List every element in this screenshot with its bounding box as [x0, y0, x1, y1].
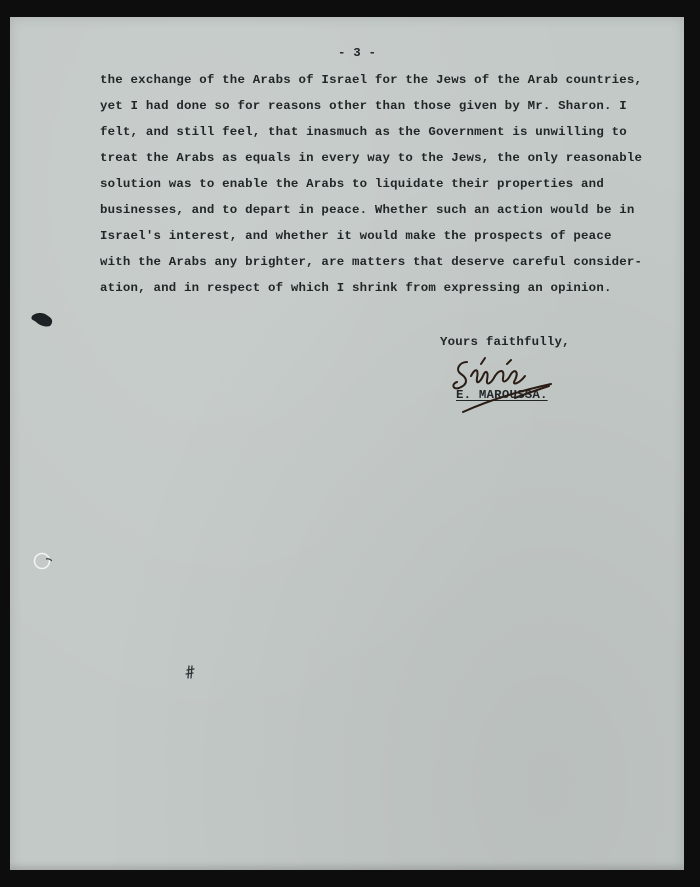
- document-page: [10, 17, 684, 870]
- body-line-7: Israel's interest, and whether it would make the prospects of peace: [100, 229, 612, 243]
- body-line-9: ation, and in respect of which I shrink from expressing an opinion.: [100, 281, 612, 295]
- body-line-1: the exchange of the Arabs of Israel for the Jews of the Arab countries,: [100, 73, 643, 87]
- stray-mark: [184, 665, 196, 679]
- body-line-2: yet I had done so for reasons other than those given by Mr. Sharon. I: [100, 99, 627, 113]
- closing-salutation: Yours faithfully,: [440, 335, 570, 349]
- signatory-name: E. MAROUSSA.: [456, 388, 548, 402]
- body-line-4: treat the Arabs as equals in every way to the Jews, the only reasonable: [100, 151, 643, 165]
- body-line-8: with the Arabs any brighter, are matters that deserve careful consider-: [100, 255, 643, 269]
- handwritten-signature: [445, 354, 555, 416]
- ink-blot-mark: [30, 310, 56, 328]
- body-line-5: solution was to enable the Arabs to liquidate their properties and: [100, 177, 604, 191]
- page-number: - 3 -: [338, 46, 377, 60]
- body-line-6: businesses, and to depart in peace. Whether such an action would be in: [100, 203, 635, 217]
- punch-hole-mark: [32, 551, 52, 571]
- body-line-3: felt, and still feel, that inasmuch as the Government is unwilling to: [100, 125, 627, 139]
